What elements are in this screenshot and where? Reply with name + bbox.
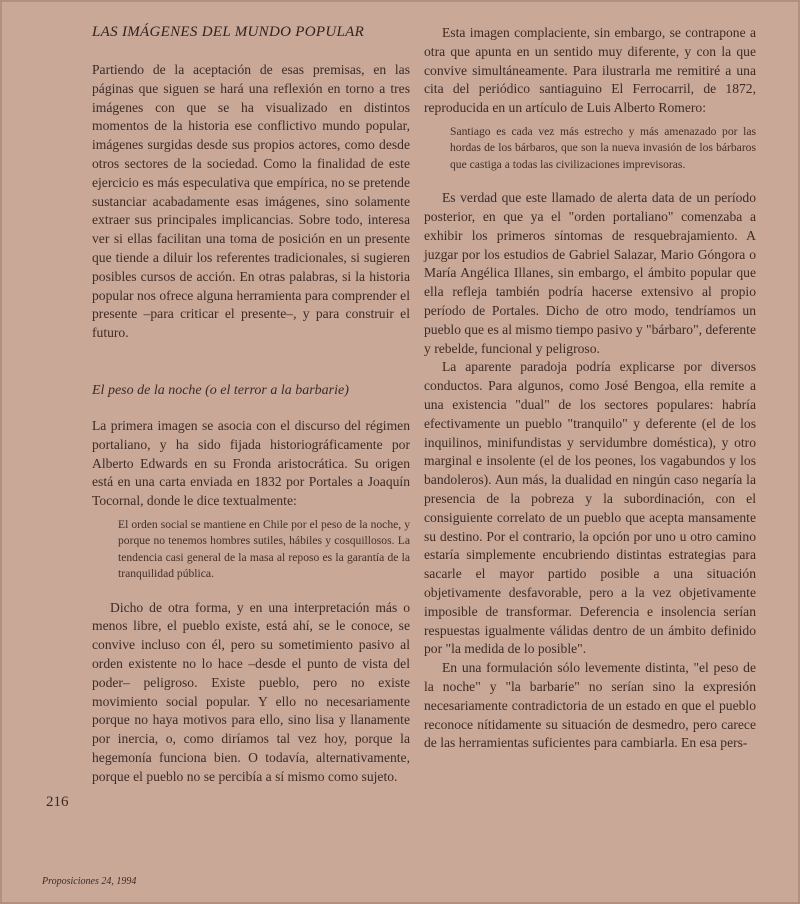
footer-citation: Proposiciones 24, 1994 bbox=[42, 876, 137, 887]
left-paragraph-2: La primera imagen se asocia con el discurso del régimen portaliano, y ha sido fijada historiográficamente por Alberto Edwards en su Fronda aristocrática. Su origen está en una carta enviada en 1832 por Portales a Joaquín Tocornal, donde le dice textualmente: bbox=[92, 417, 410, 509]
left-paragraph-3: Dicho de otra forma, y en una interpretación más o menos libre, el pueblo existe, está ahí, se le conoce, se convive incluso con él, pero su sometimiento pasivo al orden existente no lo hace –desde el punto de vista del poder– peligroso. Existe pueblo, pero no existe movimiento social popular. Y ello no necesariamente porque no haya motivos para ello, sino lisa y llanamente por inercia, o, como diríamos tal vez hoy, porque la hegemonía funciona bien. O todavía, alternativamente, porque el pueblo no se percibía a sí mismo como sujeto. bbox=[92, 599, 410, 784]
right-paragraph-1: Esta imagen complaciente, sin embargo, se contrapone a otra que apunta en un sentido muy diferente, y con la que convive simultáneamente. Para ilustrarla me remitiré a una cita del periódico santiaguino El Ferrocarril, de 1872, reproducida en un artículo de Luis Alberto Romero: bbox=[424, 25, 756, 116]
left-paragraph-1: Partiendo de la aceptación de esas premisas, en las páginas que siguen se hará una reflexión en torno a tres imágenes con que se ha visualizado en distintos momentos de la historia ese conflictivo mundo popular, imágenes surgidas desde sus propios actores, como desde otros sectores de la sociedad. Como la finalidad de este ejercicio es más especulativa que empírica, no se pretende sustanciar acabadamente esas imágenes, sino solamente extraer sus principales implicancias. Sobre todo, interesa ver si ellas facilitan una toma de posición en un presente que tiende a diluir los referentes tradicionales, si sugieren posibles cursos de acción. En otras palabras, si la historia popular nos ofrece alguna herramienta para comprender el presente –para criticar el presente–, y para construir el futuro. bbox=[92, 62, 410, 341]
page-number: 216 bbox=[46, 794, 69, 810]
section-heading: El peso de la noche (o el terror a la barbarie) bbox=[92, 382, 349, 398]
running-head: LAS IMÁGENES DEL MUNDO POPULAR bbox=[92, 24, 365, 40]
left-column bbox=[92, 24, 410, 787]
right-block-quote: Santiago es cada vez más estrecho y más amenazado por las hordas de los bárbaros, que son la nueva invasión de los bárbaros que castiga a todas las civilizaciones imprevisoras. bbox=[450, 124, 756, 171]
right-column bbox=[424, 24, 756, 753]
left-block-quote: El orden social se mantiene en Chile por el peso de la noche, y porque no tenemos hombres sutiles, hábiles y cosquillosos. La tendencia casi general de la masa al reposo es la garantía de la tranquilidad pública. bbox=[118, 517, 410, 581]
right-paragraph-4: En una formulación sólo levemente distinta, "el peso de la noche" y "la barbarie" no serían sino la expresión necesariamente contradictoria de un estado en que el pueblo reconoce nítidamente su situación de desmedro, pero carece de las herramientas suficientes para cambiarla. En esa pers- bbox=[424, 660, 756, 751]
right-paragraph-3: La aparente paradoja podría explicarse por diversos conductos. Para algunos, como José Bengoa, ella remite a una existencia "dual" de los sectores populares: habría efectivamente un pueblo "tranquilo" y deferente (el de los inquilinos, minifundistas y servidumbre doméstica), y otro marginal e insolente (el de los peones, los vagabundos y los bandoleros). Aun más, la dualidad en ningún caso negaría la presencia de la pobreza y la subordinación, con el consiguiente correlato de un pueblo que acepta mansamente su destino. Por el contrario, la opción por uno u otro camino estaría simplemente encubriendo distintas estrategias para sacarle el mayor partido posible a una situación objetivamente desfavorable, pero a la vez objetivamente imposible de transformar. Deferencia e insolencia serían respuestas igualmente válidas dentro de un ámbito definido por "la medida de lo posible". bbox=[424, 359, 756, 657]
right-paragraph-2: Es verdad que este llamado de alerta data de un período posterior, en que ya el "orden portaliano" comenzaba a exhibir los primeros síntomas de resquebrajamiento. A juzgar por los estudios de Gabriel Salazar, Mario Góngora o María Angélica Illanes, sin embargo, el ámbito popular que ella refleja también podría hacerse extensivo al propio período de Portales. Dicho de otro modo, tendríamos un pueblo que es al mismo tiempo pasivo y "bárbaro", deferente y rebelde, funcional y peligroso. bbox=[424, 190, 756, 356]
